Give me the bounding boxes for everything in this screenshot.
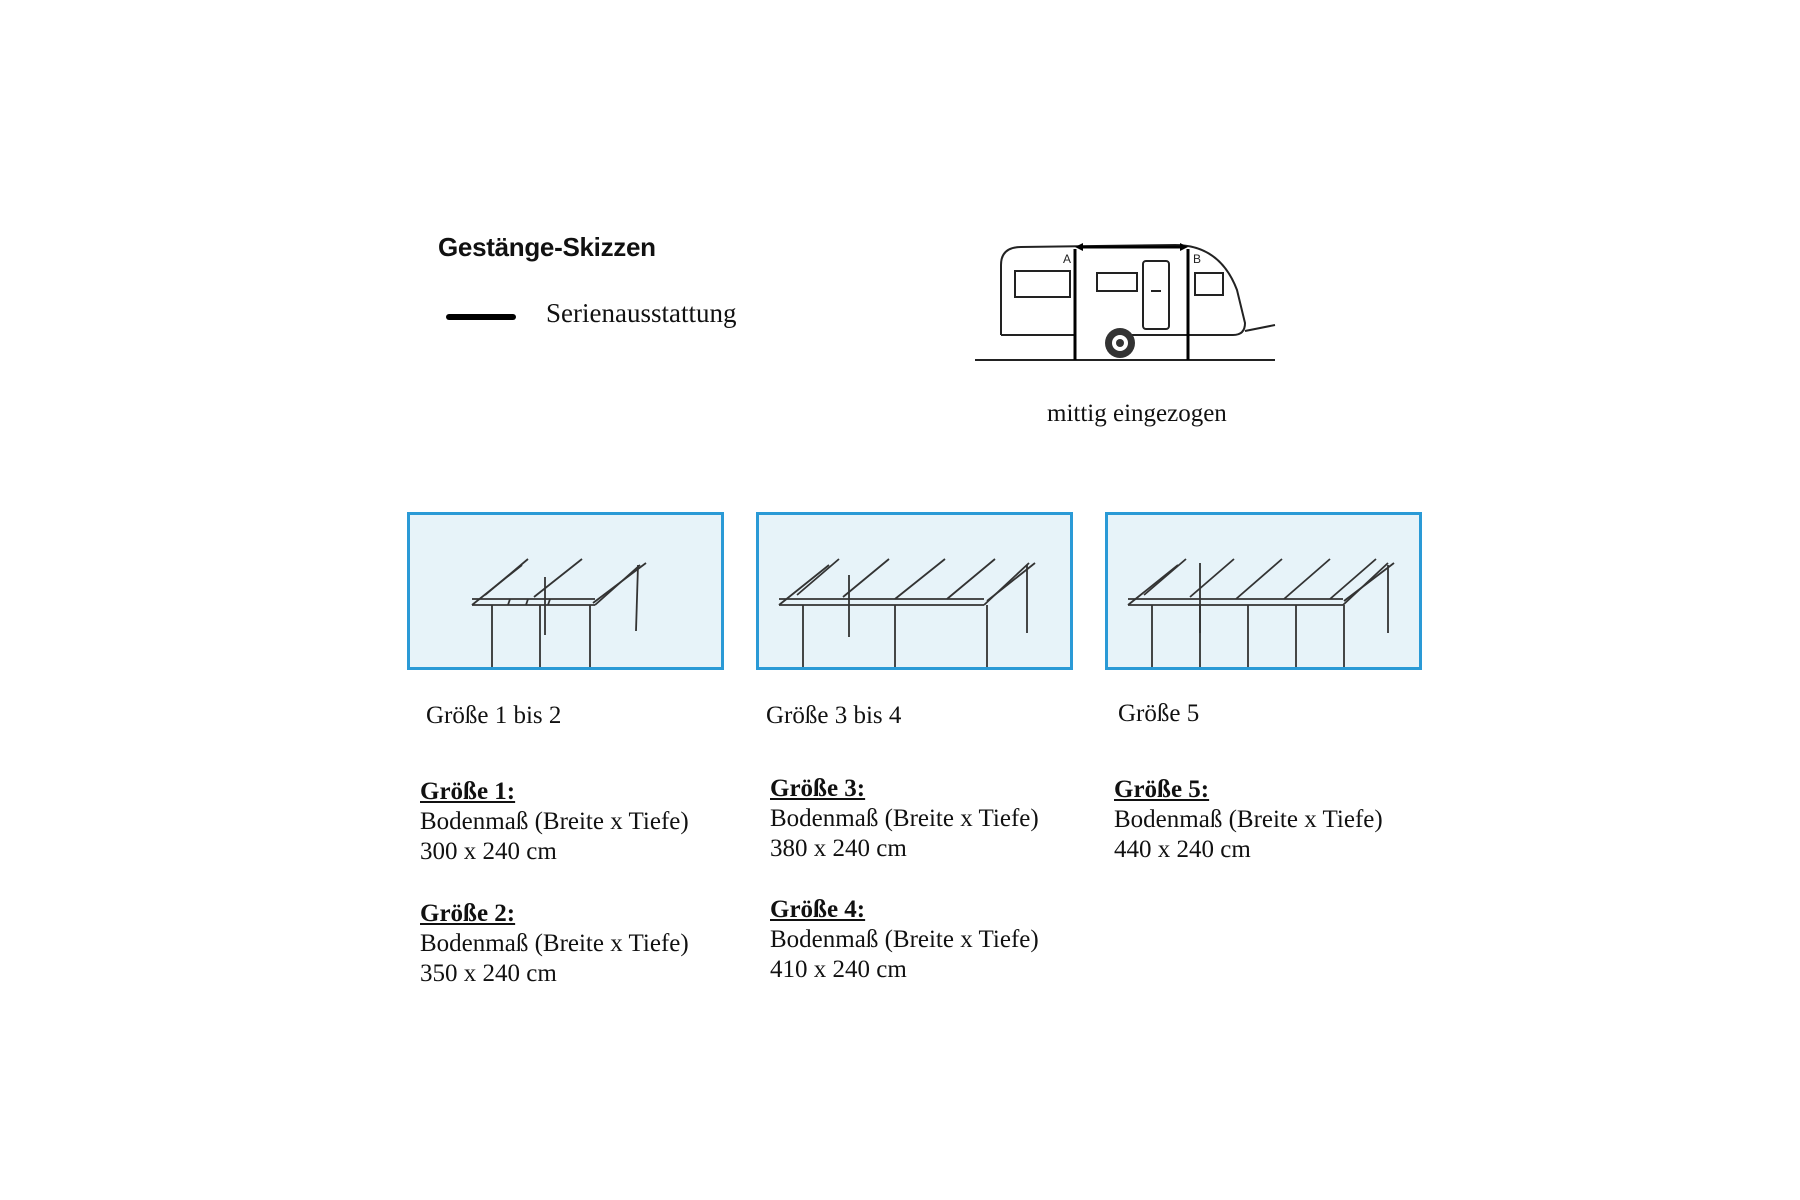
legend-line-swatch — [446, 314, 516, 320]
frame-sketch-panel-1 — [407, 512, 724, 670]
frame-sketch-panel-3 — [1105, 512, 1422, 670]
size-measure-label: Bodenmaß (Breite x Tiefe) — [770, 926, 1039, 953]
size-heading: Größe 5: — [1114, 776, 1210, 803]
caravan-caption: mittig eingezogen — [1047, 400, 1227, 427]
point-b-label: B — [1193, 252, 1202, 266]
diagram-title: Gestänge-Skizzen — [438, 232, 656, 262]
size-heading: Größe 3: — [770, 775, 866, 802]
size-spec-1 — [420, 777, 689, 867]
legend-label: Serienausstattung — [546, 298, 737, 328]
size-dimensions: 300 x 240 cm — [420, 838, 557, 865]
panel-label-3: Größe 5 — [1118, 700, 1200, 727]
point-a-label: A — [1063, 252, 1072, 266]
frame-sketch-1 — [410, 515, 721, 667]
size-dimensions: 350 x 240 cm — [420, 960, 557, 987]
size-spec-3 — [770, 774, 1039, 864]
caravan-drawbar — [1245, 325, 1275, 331]
caravan-window-middle — [1097, 273, 1137, 291]
size-heading: Größe 1: — [420, 778, 516, 805]
size-spec-2 — [420, 899, 689, 989]
panel-label-1: Größe 1 bis 2 — [426, 702, 562, 729]
size-measure-label: Bodenmaß (Breite x Tiefe) — [770, 805, 1039, 832]
frame-sketch-3 — [1108, 515, 1419, 667]
size-measure-label: Bodenmaß (Breite x Tiefe) — [420, 930, 689, 957]
caravan-door — [1143, 261, 1169, 329]
frame-sketch-panel-2 — [756, 512, 1073, 670]
caravan-window-left — [1015, 271, 1070, 297]
size-heading: Größe 2: — [420, 900, 516, 927]
panel-label-2: Größe 3 bis 4 — [766, 702, 902, 729]
size-spec-4 — [770, 895, 1039, 985]
size-dimensions: 410 x 240 cm — [770, 956, 907, 983]
frame-sketch-2 — [759, 515, 1070, 667]
size-dimensions: 440 x 240 cm — [1114, 836, 1251, 863]
size-heading: Größe 4: — [770, 896, 866, 923]
size-dimensions: 380 x 240 cm — [770, 835, 907, 862]
caravan-window-right — [1195, 273, 1223, 295]
size-spec-5 — [1114, 775, 1383, 865]
size-measure-label: Bodenmaß (Breite x Tiefe) — [1114, 806, 1383, 833]
caravan-sketch — [975, 235, 1285, 365]
size-measure-label: Bodenmaß (Breite x Tiefe) — [420, 808, 689, 835]
